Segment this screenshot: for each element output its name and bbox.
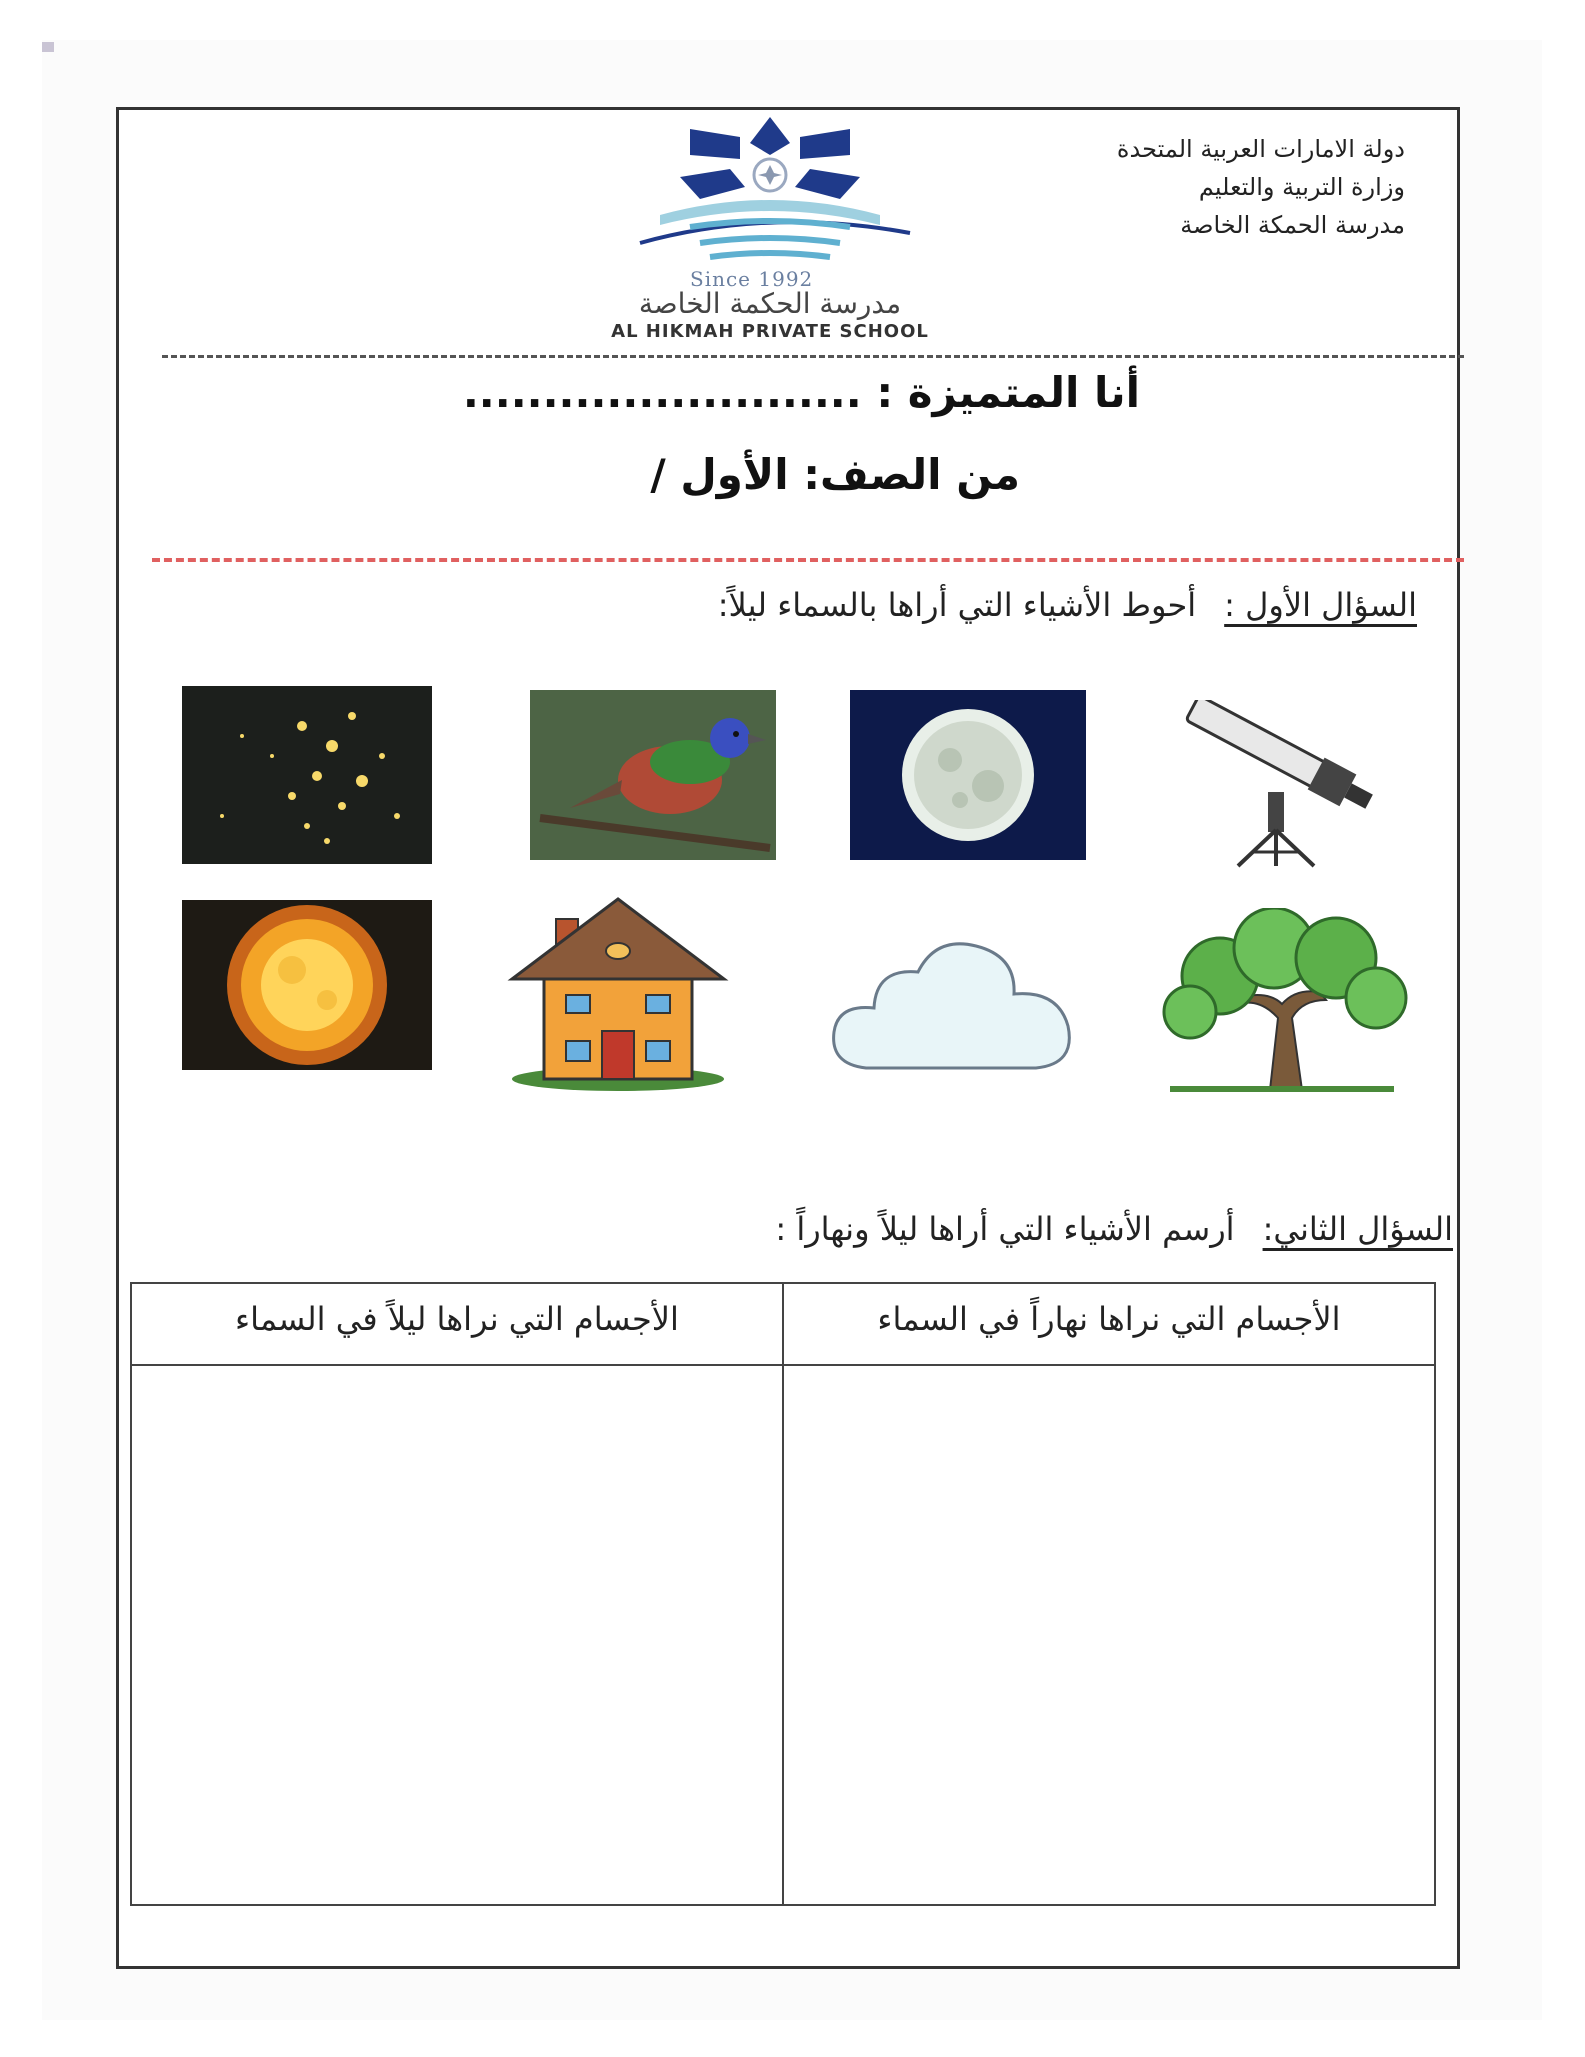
header-line-country: دولة الامارات العربية المتحدة xyxy=(1116,135,1405,163)
question-one-label: السؤال الأول : xyxy=(1224,586,1417,624)
student-name-line: أنا المتميزة : ......................... xyxy=(462,368,1140,417)
scan-mark xyxy=(42,42,54,52)
question-one xyxy=(517,586,1417,624)
header-line-school: مدرسة الحمكة الخاصة xyxy=(1180,211,1405,239)
stars-picture[interactable] xyxy=(182,686,432,868)
school-logo xyxy=(560,115,980,342)
header-divider xyxy=(162,355,1464,358)
night-column-header: الأجسام التي نراها ليلاً في السماء xyxy=(132,1284,782,1366)
ministry-header xyxy=(985,130,1405,244)
question-two-label: السؤال الثاني: xyxy=(1262,1210,1453,1248)
telescope-picture[interactable] xyxy=(1168,700,1392,874)
logo-since: Since 1992 xyxy=(690,267,814,291)
drawing-table xyxy=(130,1282,1436,1906)
tree-picture[interactable] xyxy=(1150,908,1414,1096)
sun-picture[interactable] xyxy=(182,900,432,1074)
logo-school-arabic: مدرسة الحكمة الخاصة xyxy=(638,287,902,320)
house-picture[interactable] xyxy=(502,895,734,1095)
logo-emblem-icon xyxy=(580,115,960,275)
title-divider xyxy=(152,558,1464,562)
question-two xyxy=(553,1210,1453,1248)
grade-line: من الصف: الأول / xyxy=(650,450,1020,499)
bird-picture[interactable] xyxy=(530,690,776,864)
cloud-picture[interactable] xyxy=(826,928,1080,1096)
question-two-text: أرسم الأشياء التي أراها ليلاً ونهاراً : xyxy=(775,1210,1235,1248)
moon-picture[interactable] xyxy=(850,690,1086,864)
header-line-ministry: وزارة التربية والتعليم xyxy=(1198,173,1405,201)
logo-school-english: AL HIKMAH PRIVATE SCHOOL xyxy=(611,321,929,342)
day-column-header: الأجسام التي نراها نهاراً في السماء xyxy=(784,1284,1434,1366)
question-one-text: أحوط الأشياء التي أراها بالسماء ليلاً: xyxy=(717,586,1197,624)
column-divider xyxy=(782,1284,784,1904)
